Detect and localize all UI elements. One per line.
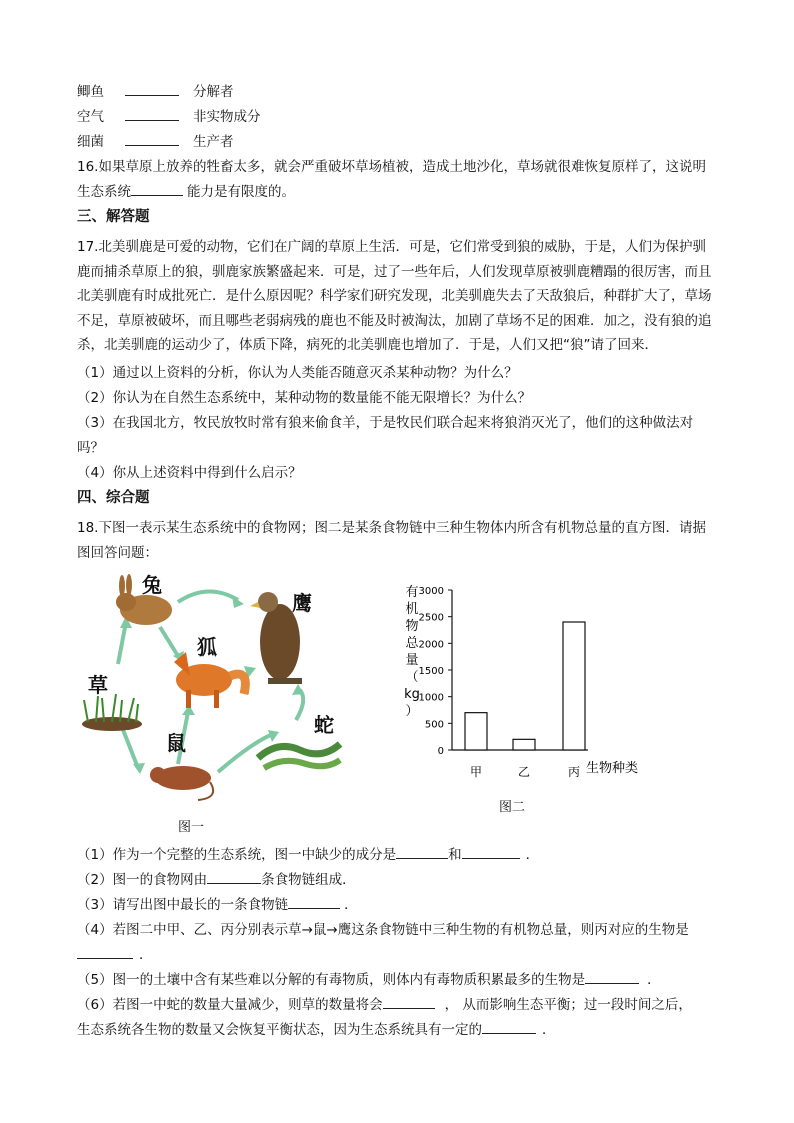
answer-blank[interactable] [396, 846, 448, 859]
q17-passage: 17.北美驯鹿是可爱的动物，它们在广阔的草原上生活．可是，它们常受到狼的威胁，于是，人们为保护驯鹿而捕杀草原上的狼，驯鹿家族繁盛起来．可是，过了一些年后，人们发现草原被驯鹿糟蹋的很厉害，而且北美驯鹿有时成批死亡．是什么原因呢？科学家们研究发现，北美驯鹿失去了天敌狼后，种群扩大了，草场不足，草原被破坏，而且哪些老弱病残的鹿也不能及时被淘汰，加剧了草场不足的困难．加之，没有狼的追杀，北美驯鹿的运动少了，体质下降，病死的北美驯鹿也增加了．于是，人们又把“狼”请了回来． [77, 239, 712, 353]
x-category-label: 乙 [517, 765, 531, 779]
q18-sub-3 [77, 893, 358, 913]
q16-line-2 [77, 180, 295, 200]
snake-label: 蛇 [314, 713, 334, 737]
y-axis-label [404, 585, 420, 719]
x-category-label: 甲 [469, 765, 483, 779]
answer-blank[interactable] [125, 133, 179, 146]
eagle-label: 鹰 [292, 591, 312, 615]
y-tick-label: 2500 [418, 612, 444, 624]
x-axis-label: 生物种类 [586, 761, 639, 776]
q18-text: ． [139, 947, 153, 963]
q17-sub-3-cont: 吗？ [77, 440, 104, 456]
answer-blank[interactable] [125, 83, 179, 96]
y-tick-label: 2000 [418, 639, 444, 651]
figure1-caption: 图一 [178, 820, 205, 835]
y-axis-label-char: 总 [405, 636, 419, 651]
bar-丙 [563, 622, 585, 750]
answer-blank[interactable] [462, 846, 520, 859]
q18-text: ， 从而影响生态平衡；过一段时间之后， [444, 997, 692, 1013]
q18-text: 条食物链组成． [261, 872, 356, 888]
answer-blank[interactable] [482, 1021, 536, 1034]
match-right: 生产者 [193, 134, 234, 150]
bar-乙 [513, 739, 535, 750]
fox-icon [174, 652, 245, 708]
answer-blank[interactable] [125, 108, 179, 121]
match-right: 非实物成分 [193, 109, 261, 125]
grass-icon [82, 694, 142, 731]
mouse-label: 鼠 [166, 731, 186, 755]
q18-sub-6 [77, 993, 692, 1013]
y-tick-label: 1500 [418, 666, 444, 677]
mouse-icon [150, 766, 213, 800]
q18-sub-6-cont [77, 1018, 556, 1038]
arrow-rabbit-eagle [178, 591, 238, 602]
answer-blank[interactable] [585, 971, 639, 984]
q18-text: （3）请写出图中最长的一条食物链 [77, 897, 289, 913]
figure2-caption: 图二 [499, 800, 526, 815]
q18-sub-4: （4）若图二中甲、乙、丙分别表示草→鼠→鹰这条食物链中三种生物的有机物总量，则丙对应的生物是 [77, 922, 689, 938]
bar-chart [398, 578, 648, 788]
match-left: 细菌 [77, 134, 104, 150]
q17-sub-2: （2）你认为在自然生态系统中，某种动物的数量能不能无限增长？为什么？ [77, 390, 532, 406]
y-tick-label: 3000 [418, 586, 444, 597]
q17-sub-4: （4）你从上述资料中得到什么启示？ [77, 465, 302, 481]
answer-blank[interactable] [383, 996, 435, 1009]
match-left: 鲫鱼 [77, 84, 104, 100]
section-heading: 四、综合题 [77, 490, 150, 506]
arrow-grass-rabbit [118, 622, 126, 664]
q18-text: ． [344, 897, 358, 913]
bar-甲 [465, 713, 487, 750]
match-right: 分解者 [193, 84, 234, 100]
y-tick-label: 1000 [418, 692, 444, 704]
answer-blank[interactable] [288, 896, 340, 909]
y-axis-label-char: kg [404, 687, 420, 702]
q16-line-1: 16.如果草原上放养的牲畜太多，就会严重破坏草场植被，造成土地沙化，草场就很难恢复原样了，这说明 [77, 159, 706, 175]
q18-text: （1）作为一个完整的生态系统，图一中缺少的成分是 [77, 847, 397, 863]
match-row-3 [77, 130, 234, 150]
x-category-label: 丙 [567, 765, 581, 779]
q18-text: （5）图一的土壤中含有某些难以分解的有毒物质，则体内有毒物质积累最多的生物是 [77, 972, 586, 988]
q17-sub-1: （1）通过以上资料的分析，你认为人类能否随意灭杀某种动物？为什么？ [77, 365, 518, 381]
match-left: 空气 [77, 109, 104, 125]
snake-icon [258, 744, 340, 768]
q17-sub-3: （3）在我国北方，牧民放牧时常有狼来偷食羊，于是牧民们联合起来将狼消灭光了，他们的这种做法对 [77, 415, 694, 431]
match-row-2 [77, 105, 261, 125]
y-axis-label-char: 有 [405, 585, 419, 600]
q18-sub-1 [77, 843, 539, 863]
q16-text: 能力是有限度的。 [187, 184, 295, 200]
q18-intro: 18.下图一表示某生态系统中的食物网；图二是某条食物链中三种生物体内所含有机物总量的直方图．请据图回答问题： [77, 520, 706, 561]
fox-label: 狐 [197, 635, 217, 659]
q16-text: 生态系统 [77, 184, 131, 200]
answer-blank[interactable] [207, 871, 261, 884]
q18-sub-4-cont [77, 943, 153, 963]
q18-text: 和 [448, 847, 462, 863]
y-axis-label-char: （ [405, 670, 419, 685]
food-web-figure [78, 572, 368, 812]
answer-blank[interactable] [131, 183, 183, 196]
y-axis-label-char: 物 [405, 619, 419, 634]
y-axis-label-char: 量 [405, 653, 419, 668]
answer-blank[interactable] [77, 946, 133, 959]
q18-text: 生态系统各生物的数量又会恢复平衡状态，因为生态系统具有一定的 [77, 1022, 482, 1038]
y-axis-label-char: ） [405, 704, 419, 719]
q18-text: ． [525, 847, 540, 863]
arrow-rabbit-fox [160, 627, 178, 656]
q18-text: （6）若图一中蛇的数量大量减少，则草的数量将会 [77, 997, 383, 1013]
q18-text: ． [542, 1022, 556, 1038]
q18-sub-5 [77, 968, 661, 988]
match-row-1 [77, 80, 234, 100]
y-axis-label-char: 机 [405, 602, 419, 617]
y-axis-ticks [419, 586, 452, 757]
y-tick-label: 500 [424, 719, 444, 731]
y-tick-label: 0 [437, 746, 444, 757]
q18-sub-2 [77, 868, 356, 888]
q18-text: ． [647, 972, 661, 988]
rabbit-label: 兔 [142, 573, 162, 597]
grass-label: 草 [88, 673, 108, 697]
section-heading: 三、解答题 [77, 209, 150, 225]
q18-text: （2）图一的食物网由 [77, 872, 208, 888]
